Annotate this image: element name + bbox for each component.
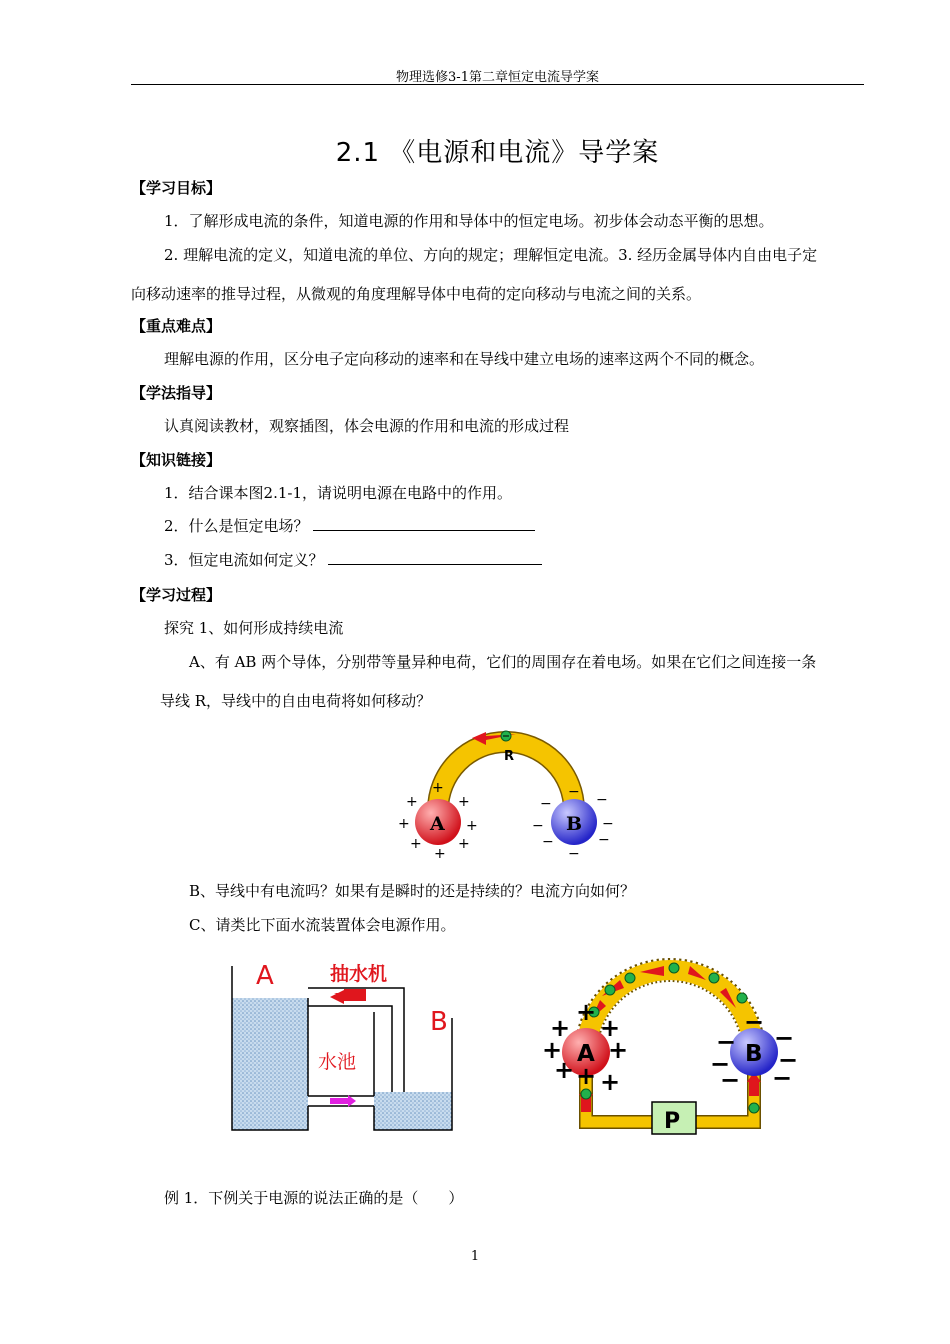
goal-item-2-line2: 向移动速率的推导过程，从微观的角度理解导体中电荷的定向移动与电流之间的关系。	[131, 285, 702, 303]
label-pump: 抽水机	[330, 963, 388, 985]
label-b: B	[430, 1007, 448, 1037]
label-b: B	[745, 1041, 763, 1067]
minus-sign: −	[720, 1066, 741, 1094]
section-method: 【学法指导】	[131, 384, 222, 402]
minus-sign: −	[568, 784, 580, 800]
plus-sign: +	[432, 780, 444, 796]
minus-sign: −	[542, 834, 554, 850]
answer-blank[interactable]	[328, 550, 542, 565]
link-item-2	[164, 515, 535, 536]
method-text: 认真阅读教材，观察插图，体会电源的作用和电流的形成过程	[164, 417, 570, 435]
plus-sign: +	[434, 846, 446, 862]
link-item-3	[164, 549, 542, 570]
section-goals: 【学习目标】	[131, 179, 222, 197]
minus-sign: −	[532, 818, 544, 834]
link-item-1: 1．结合课本图2.1-1，请说明电源在电路中的作用。	[164, 484, 513, 502]
label-a: A	[256, 961, 274, 991]
minus-sign: −	[710, 1050, 731, 1078]
figure-ab-conductors	[392, 722, 624, 864]
goal-item-1: 1．了解形成电流的条件，知道电源的作用和导体中的恒定电场。初步体会动态平衡的思想。	[164, 212, 774, 230]
page-header: 物理选修3-1第二章恒定电流导学案	[396, 70, 599, 85]
link-item-3-text: 3．恒定电流如何定义？	[164, 551, 324, 569]
plus-sign: +	[398, 816, 410, 832]
question-a-line1: A、有 AB 两个导体，分别带等量异种电荷，它们的周围存在着电场。如果在它们之间连接一条	[189, 653, 817, 671]
plus-sign: +	[576, 1062, 597, 1090]
example-1: 例 1．下例关于电源的说法正确的是（ ）	[164, 1189, 464, 1207]
minus-sign: −	[596, 792, 608, 808]
minus-sign: −	[568, 846, 580, 862]
header-rule	[131, 84, 864, 85]
explore-1-title: 探究 1、如何形成持续电流	[164, 619, 344, 637]
answer-blank[interactable]	[313, 516, 535, 531]
section-links: 【知识链接】	[131, 451, 222, 469]
section-process: 【学习过程】	[131, 586, 222, 604]
plus-sign: +	[600, 1014, 621, 1042]
minus-sign: −	[772, 1064, 793, 1092]
plus-sign: +	[600, 1068, 621, 1096]
document-title: 2.1 《电源和电流》导学案	[335, 138, 660, 168]
minus-sign: −	[774, 1024, 795, 1052]
minus-sign: −	[744, 1008, 765, 1036]
plus-sign: +	[576, 998, 597, 1026]
figure-circuit-pump	[540, 954, 804, 1136]
minus-sign: −	[540, 796, 552, 812]
page-number: 1	[470, 1249, 480, 1264]
link-item-2-text: 2．什么是恒定电场？	[164, 517, 309, 535]
plus-sign: +	[458, 794, 470, 810]
question-a-line2: 导线 R，导线中的自由电荷将如何移动？	[160, 692, 432, 710]
plus-sign: +	[406, 794, 418, 810]
plus-sign: +	[410, 836, 422, 852]
figure-water-analogy	[226, 956, 458, 1134]
section-key-points: 【重点难点】	[131, 317, 222, 335]
question-b: B、导线中有电流吗？如果有是瞬时的还是持续的？电流方向如何？	[189, 882, 636, 900]
plus-sign: +	[542, 1036, 563, 1064]
plus-sign: +	[466, 818, 478, 834]
plus-sign: +	[550, 1014, 571, 1042]
minus-sign: −	[602, 816, 614, 832]
minus-sign: −	[778, 1046, 799, 1074]
label-r: R	[504, 749, 515, 764]
plus-sign: +	[608, 1036, 629, 1064]
label-a: A	[430, 813, 445, 835]
label-p: P	[664, 1109, 681, 1134]
label-pool: 水池	[318, 1051, 357, 1073]
key-points-text: 理解电源的作用，区分电子定向移动的速率和在导线中建立电场的速率这两个不同的概念。	[164, 350, 765, 368]
minus-sign: −	[598, 832, 610, 848]
question-c: C、请类比下面水流装置体会电源作用。	[189, 916, 456, 934]
minus-sign: −	[716, 1028, 737, 1056]
goal-item-2-line1: 2. 理解电流的定义，知道电流的单位、方向的规定；理解恒定电流。3. 经历金属导体内自由电子定	[164, 246, 818, 264]
plus-sign: +	[554, 1056, 575, 1084]
label-b: B	[566, 813, 583, 835]
label-a: A	[577, 1041, 595, 1067]
plus-sign: +	[458, 836, 470, 852]
